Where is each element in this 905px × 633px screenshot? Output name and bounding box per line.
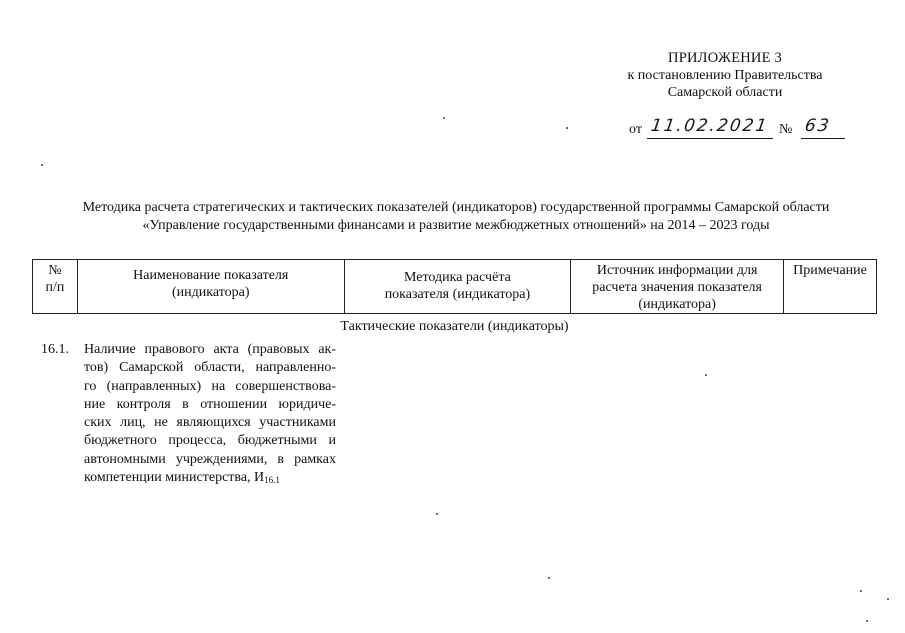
scan-speck <box>443 117 445 119</box>
scan-speck <box>436 513 438 515</box>
handwritten-number: 63 <box>803 116 833 136</box>
row-indicator-name <box>84 341 336 489</box>
column-header-information-source: Источник информации для расчета значения показателя (индикатора) <box>571 260 784 314</box>
number-label: № <box>779 122 793 137</box>
row-name-line: го (направленных) на совершенствова- <box>84 378 336 394</box>
scan-speck <box>566 127 568 129</box>
row-name-line: Наличие правового акта (правовых ак- <box>84 342 336 357</box>
scan-speck <box>705 374 707 376</box>
row-name-line: автономными учреждениями, в рамках <box>84 451 336 467</box>
row-name-line: ние контроля в отношении юридиче- <box>84 396 336 412</box>
appendix-resolution-line: к постановлению Правительства <box>627 68 823 83</box>
column-header-calculation-method: Методика расчёта показателя (индикатора) <box>344 260 571 314</box>
indicator-subscript: 16.1 <box>264 475 280 486</box>
date-label: от <box>629 122 642 137</box>
appendix-header <box>600 50 850 101</box>
document-title-line-2: «Управление государственными финансами и развитие межбюджетных отношений» на 2014 – 2023 годы <box>142 218 770 233</box>
scan-speck <box>41 164 43 166</box>
row-name-last-line <box>84 469 336 489</box>
column-header-note: Примечание <box>783 260 876 314</box>
scan-speck <box>860 590 862 592</box>
row-name-line: ских лиц, не являющихся участниками <box>84 415 336 431</box>
scan-speck <box>866 620 868 622</box>
scan-speck <box>548 577 550 579</box>
document-title <box>30 199 882 235</box>
section-title-tactical-indicators: Тактические показатели (индикаторы) <box>340 319 569 334</box>
row-name-line: бюджетного процесса, бюджетными и <box>84 433 336 449</box>
handwritten-date: 11.02.2021 <box>649 116 770 136</box>
appendix-heading: ПРИЛОЖЕНИЕ 3 <box>668 50 782 66</box>
row-name-line: тов) Самарской области, направленно- <box>84 360 336 376</box>
row-number: 16.1. <box>41 342 69 357</box>
column-header-number: № п/п <box>33 260 78 314</box>
scan-speck <box>887 598 889 600</box>
appendix-region-line: Самарской области <box>667 85 783 100</box>
handwritten-number-field <box>801 116 845 139</box>
document-title-line-1: Методика расчета стратегических и тактических показателей (индикаторов) государственной программы Самарской области <box>82 200 830 215</box>
table-header-row <box>33 260 877 314</box>
handwritten-date-field <box>647 116 773 139</box>
column-header-indicator-name: Наименование показателя (индикатора) <box>77 260 344 314</box>
indicators-table-header <box>32 259 877 314</box>
row-name-last-text: компетенции министерства, И <box>84 470 265 486</box>
